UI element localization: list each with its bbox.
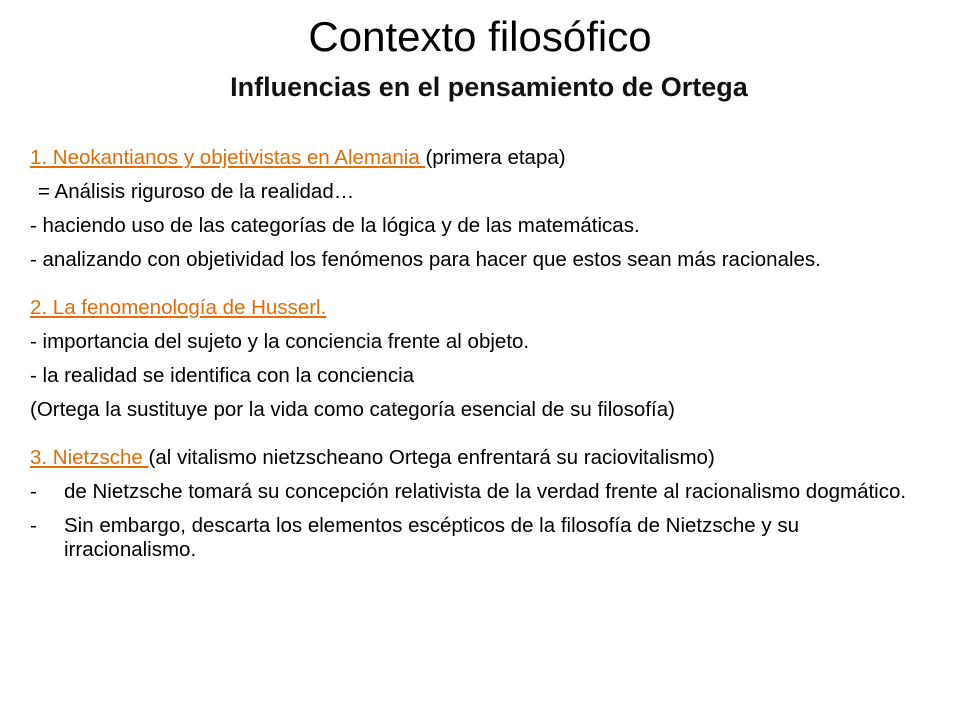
section3-bullet-2-text: Sin embargo, descarta los elementos escépticos de la filosofía de Nietzsche y su irracionalismo. [64,514,799,561]
section2-heading-link[interactable]: 2. La fenomenología de Husserl. [30,296,327,319]
section3-bullet-1-text: de Nietzsche tomará su concepción relativista de la verdad frente al racionalismo dogmático. [64,480,907,503]
section3-heading-line [30,446,930,470]
section1-line-1: = Análisis riguroso de la realidad… [38,180,355,203]
section2-heading-line [30,296,930,320]
slide-title: Contexto filosófico [308,13,652,60]
section2-line-1: - importancia del sujeto y la conciencia frente al objeto. [30,330,530,353]
section3-heading-link[interactable]: 3. Nietzsche [30,446,149,469]
section1-line-3: - analizando con objetividad los fenómenos para hacer que estos sean más racionales. [30,248,821,271]
slide-body [30,146,930,562]
section2-line-3: (Ortega la sustituye por la vida como categoría esencial de su filosofía) [30,398,675,421]
section1-heading-line [30,146,930,170]
slide-subtitle: Influencias en el pensamiento de Ortega [230,72,748,102]
section3-bullet-1 [30,480,930,504]
bullet-dash: - [30,514,37,537]
section1-note: (primera etapa) [425,146,566,169]
section1-heading-link[interactable]: 1. Neokantianos y objetivistas en Alemania [30,146,426,169]
section2-line-2: - la realidad se identifica con la conciencia [30,364,415,387]
section1-line-2: - haciendo uso de las categorías de la lógica y de las matemáticas. [30,214,640,237]
section3-bullet-2 [30,514,930,562]
bullet-dash: - [30,480,37,503]
section3-note: (al vitalismo nietzscheano Ortega enfrentará su raciovitalismo) [148,446,715,469]
